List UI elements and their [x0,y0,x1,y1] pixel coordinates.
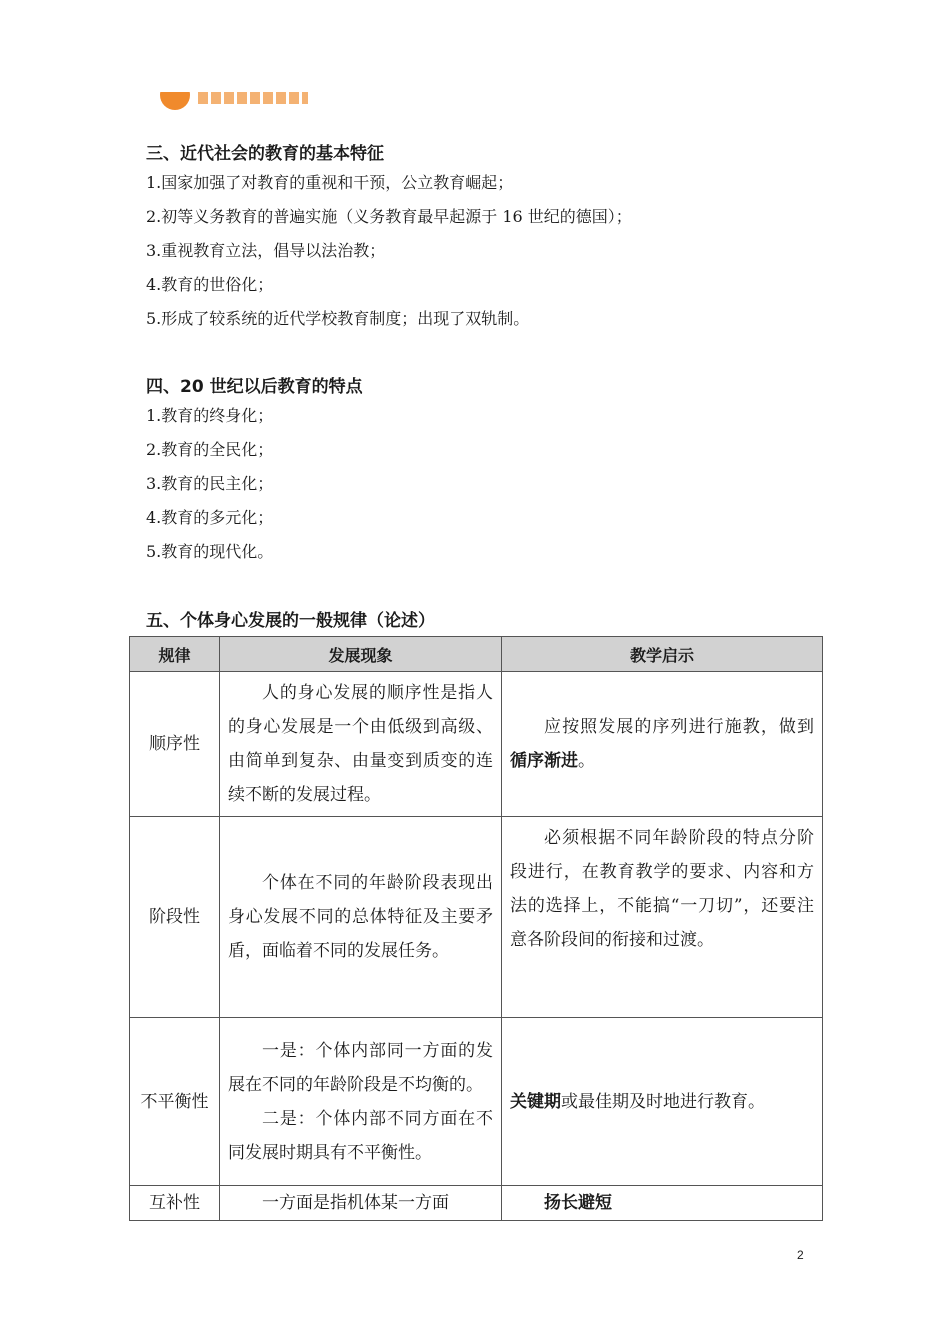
description-cell [220,1186,502,1221]
column-header: 规律 [130,637,220,672]
logo-wordmark [198,92,308,104]
list-item: 5.教育的现代化。 [146,542,274,561]
list-item: 1.教育的终身化； [146,406,274,425]
tip-text: 或最佳期及时地进行教育。 [561,1091,765,1112]
section-modern-education [146,143,632,336]
tip-keyword: 扬长避短 [544,1193,612,1213]
rule-cell: 不平衡性 [130,1018,220,1186]
description-text: 一是：个体内部同一方面的发展在不同的年龄阶段是不均衡的。 [228,1040,493,1095]
table-row [130,1186,823,1221]
development-laws-table [129,636,823,1221]
header-logo [160,92,310,112]
section-20th-century-education [146,376,363,569]
list-item: 2.教育的全民化； [146,440,274,459]
table-row [130,1018,823,1186]
table-header-row [130,637,823,672]
rule-cell: 互补性 [130,1186,220,1221]
section-development-laws [146,610,435,632]
description-text: 一方面是指机体某一方面 [262,1193,449,1213]
teaching-tip-cell [502,817,823,1018]
description-cell [220,817,502,1018]
section-heading: 四、20 世纪以后教育的特点 [146,377,363,397]
tip-keyword: 循序渐进 [510,751,578,771]
column-header: 教学启示 [502,637,823,672]
description-cell [220,672,502,817]
description-text: 人的身心发展的顺序性是指人的身心发展是一个由低级到高级、由简单到复杂、由量变到质变的连续不断的发展过程。 [228,683,493,805]
tip-text: 应按照发展的序列进行施教，做到 [544,717,814,737]
list-item: 3.重视教育立法，倡导以法治教； [146,241,386,260]
tip-text: 。 [578,751,595,771]
page-number: 2 [797,1248,804,1262]
rule-cell: 顺序性 [130,672,220,817]
list-item: 4.教育的世俗化； [146,275,274,294]
teaching-tip-cell [502,1018,823,1186]
table-row [130,672,823,817]
section-heading: 五、个体身心发展的一般规律（论述） [146,611,435,631]
list-item: 4.教育的多元化； [146,508,274,527]
description-text: 二是：个体内部不同方面在不同发展时期具有不平衡性。 [228,1108,493,1163]
tip-keyword: 关键期 [510,1091,561,1112]
description-text: 个体在不同的年龄阶段表现出身心发展不同的总体特征及主要矛盾，面临着不同的发展任务。 [228,873,493,961]
section-heading: 三、近代社会的教育的基本特征 [146,144,384,164]
tip-text: 必须根据不同年龄阶段的特点分阶段进行，在教育教学的要求、内容和方法的选择上，不能搞“一刀切”，还要注意各阶段间的衔接和过渡。 [510,828,814,950]
table-row [130,817,823,1018]
list-item: 3.教育的民主化； [146,474,274,493]
teaching-tip-cell [502,672,823,817]
list-item: 1.国家加强了对教育的重视和干预，公立教育崛起； [146,173,514,192]
teaching-tip-cell [502,1186,823,1221]
column-header: 发展现象 [220,637,502,672]
list-item: 2.初等义务教育的普遍实施（义务教育最早起源于 16 世纪的德国）； [146,207,632,226]
rule-cell: 阶段性 [130,817,220,1018]
list-item: 5.形成了较系统的近代学校教育制度；出现了双轨制。 [146,309,530,328]
logo-mark-icon [160,92,190,110]
description-cell [220,1018,502,1186]
